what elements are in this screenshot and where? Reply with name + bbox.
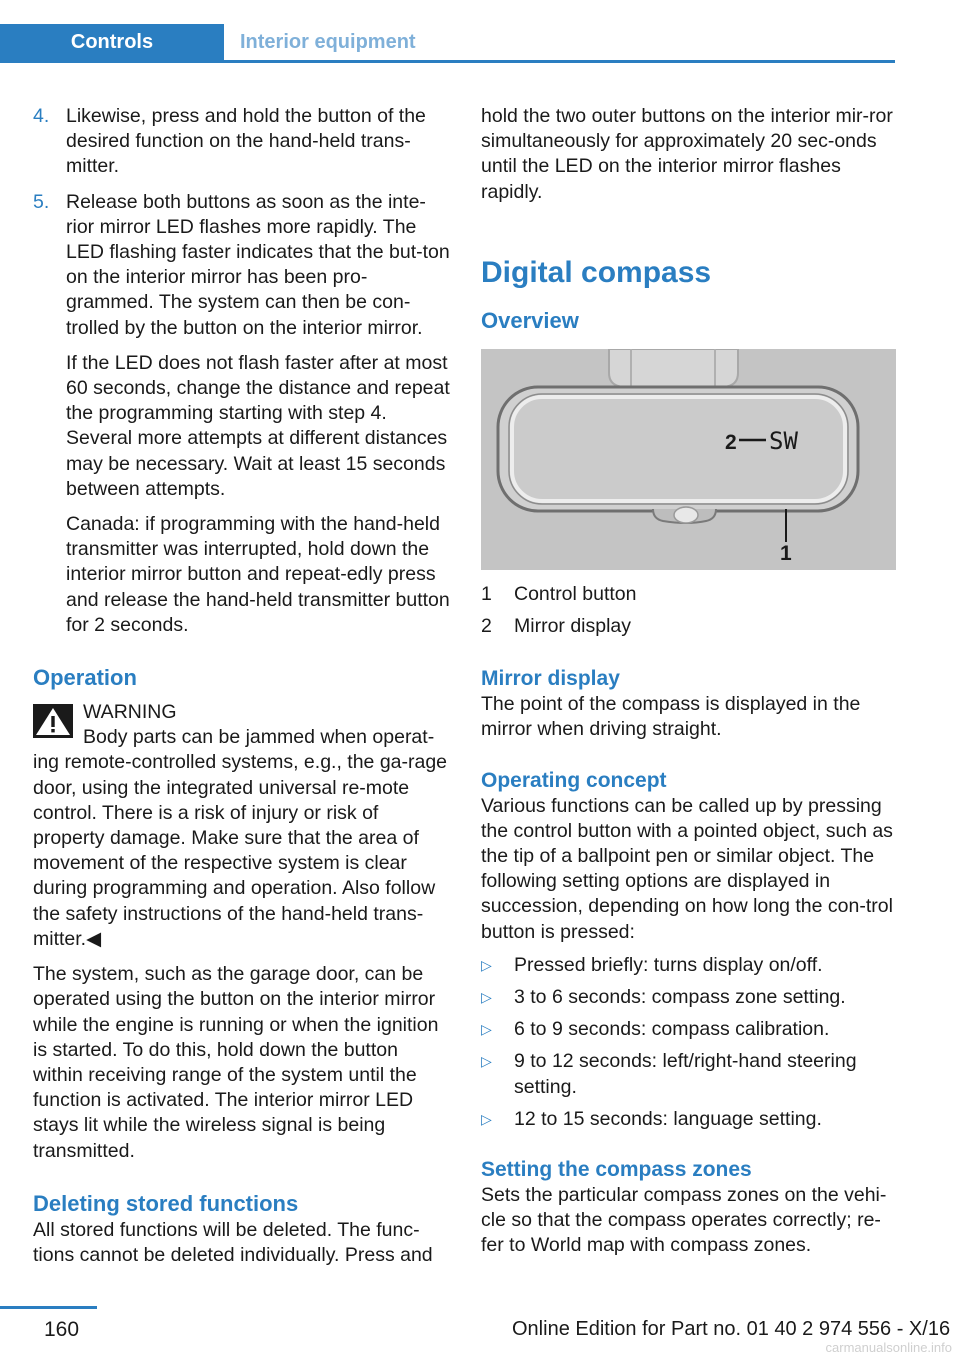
tab-controls-label: Controls: [70, 31, 154, 53]
compass-zones-text: Sets the particular compass zones on the vehi-cle so that the compass operates correctly; re-fer to World map with compass zones.: [481, 1184, 887, 1257]
step-text: Release both buttons as soon as the inte-rior mirror LED flashes more rapidly. The LED flashing faster indicates that the but-ton on the interior mirror has been pro-grammed. The system can then be con-trolled by the button on the interior mirror.: [66, 190, 450, 339]
duration-list: [481, 953, 897, 1132]
mirror-figure: [481, 349, 896, 570]
bullet-triangle-icon: ▷: [481, 1053, 492, 1070]
step-number: 4.: [33, 105, 50, 127]
step-5-canada-note: Canada: if programming with the hand-held transmitter was interrupted, hold down the interior mirror button and repeat-edly press and release the hand-held transmitter button for 2 seconds.: [66, 513, 450, 636]
bullet-triangle-icon: ▷: [481, 989, 492, 1006]
legend-item: [481, 582, 897, 607]
list-item: [481, 953, 897, 978]
tab-interior-equipment[interactable]: Interior equipment: [240, 31, 416, 53]
list-item-text: 9 to 12 seconds: left/right-hand steering setting.: [514, 1050, 857, 1098]
legend-number: 1: [481, 582, 492, 605]
step-text: Likewise, press and hold the button of the desired function on the hand-held trans-mitter.: [66, 105, 426, 178]
list-item-text: 3 to 6 seconds: compass zone setting.: [514, 986, 846, 1009]
step-5-note: If the LED does not flash faster after at most 60 seconds, change the distance and repeat the programming starting with step 4. Several more attempts at different distances may be necessary. Wait at least 15 seconds between attempts.: [66, 351, 450, 500]
bullet-triangle-icon: ▷: [481, 1021, 492, 1038]
list-item: [481, 1107, 897, 1132]
legend-number: 2: [481, 615, 492, 638]
deleting-text: All stored functions will be deleted. The func-tions cannot be deleted individually. Press and: [33, 1218, 433, 1266]
list-item-text: 6 to 9 seconds: compass calibration.: [514, 1018, 830, 1041]
legend-text: Control button: [514, 582, 637, 605]
legend-item: [481, 614, 897, 639]
left-column: [33, 104, 451, 1268]
step-number: 5.: [33, 190, 50, 213]
warning-text: Body parts can be jammed when operat-ing remote-controlled systems, e.g., the ga-rage door, using the integrated universal re-mote control. There is a risk of injury or risk of property damage. Make sure that the area of movement of the respective system is clear during programming and operation. Also follow the safety instructions of the hand-held trans-mitter.◀: [33, 726, 448, 950]
edition-footer: Online Edition for Part no. 01 40 2 974 556 - X/16: [512, 1318, 951, 1340]
warning-triangle-icon: [33, 704, 73, 738]
mirror-display-text: The point of the compass is displayed in the mirror when driving straight.: [481, 693, 861, 741]
rearview-mirror-illustration: [481, 349, 896, 570]
page-number-rule: [0, 1306, 97, 1309]
legend-text: Mirror display: [514, 615, 632, 638]
warning-box: [33, 700, 451, 952]
figure-label-1: 1: [780, 541, 792, 565]
watermark: carmanualsonline.info: [825, 1340, 952, 1355]
list-item-text: 12 to 15 seconds: language setting.: [514, 1107, 822, 1130]
mirror-display-heading: Mirror display: [481, 667, 620, 691]
overview-heading: Overview: [481, 307, 579, 333]
operation-text: The system, such as the garage door, can be operated using the button on the interior mirror while the engine is running or when the ignition is started. To do this, hold down the button within receiving range of the system until the function is activated. The interior mirror LED stays lit while the wireless signal is being transmitted.: [33, 963, 439, 1162]
step-5: [33, 190, 451, 341]
operating-concept-heading: Operating concept: [481, 768, 667, 792]
operation-heading: Operation: [33, 665, 137, 691]
list-item: [481, 985, 897, 1010]
figure-legend: [481, 582, 897, 639]
header-rule: [0, 60, 895, 63]
step-4: [33, 104, 451, 180]
bullet-triangle-icon: ▷: [481, 956, 492, 973]
list-item: [481, 1017, 897, 1042]
compass-display-text: SW: [769, 426, 798, 455]
bullet-triangle-icon: ▷: [481, 1110, 492, 1127]
section-title: Digital compass: [481, 255, 712, 289]
operating-concept-text: Various functions can be called up by pressing the control button with a pointed object, such as the tip of a ballpoint pen or similar object. The following setting options are displayed in succession, depending on how long the con-trol button is pressed:: [481, 794, 893, 943]
warning-label: WARNING: [83, 701, 177, 724]
figure-label-2: 2: [725, 430, 737, 454]
list-item-text: Pressed briefly: turns display on/off.: [514, 953, 823, 976]
list-item: [481, 1049, 897, 1099]
page-number: 160: [44, 1318, 80, 1341]
right-column: [481, 104, 897, 1259]
deleting-heading: Deleting stored functions: [33, 1190, 299, 1216]
compass-zones-heading: Setting the compass zones: [481, 1158, 752, 1182]
continued-text: hold the two outer buttons on the interior mir-ror simultaneously for approximately 20 sec-onds until the LED on the interior mirror flashes rapidly.: [481, 105, 893, 203]
tab-controls[interactable]: [0, 24, 224, 60]
